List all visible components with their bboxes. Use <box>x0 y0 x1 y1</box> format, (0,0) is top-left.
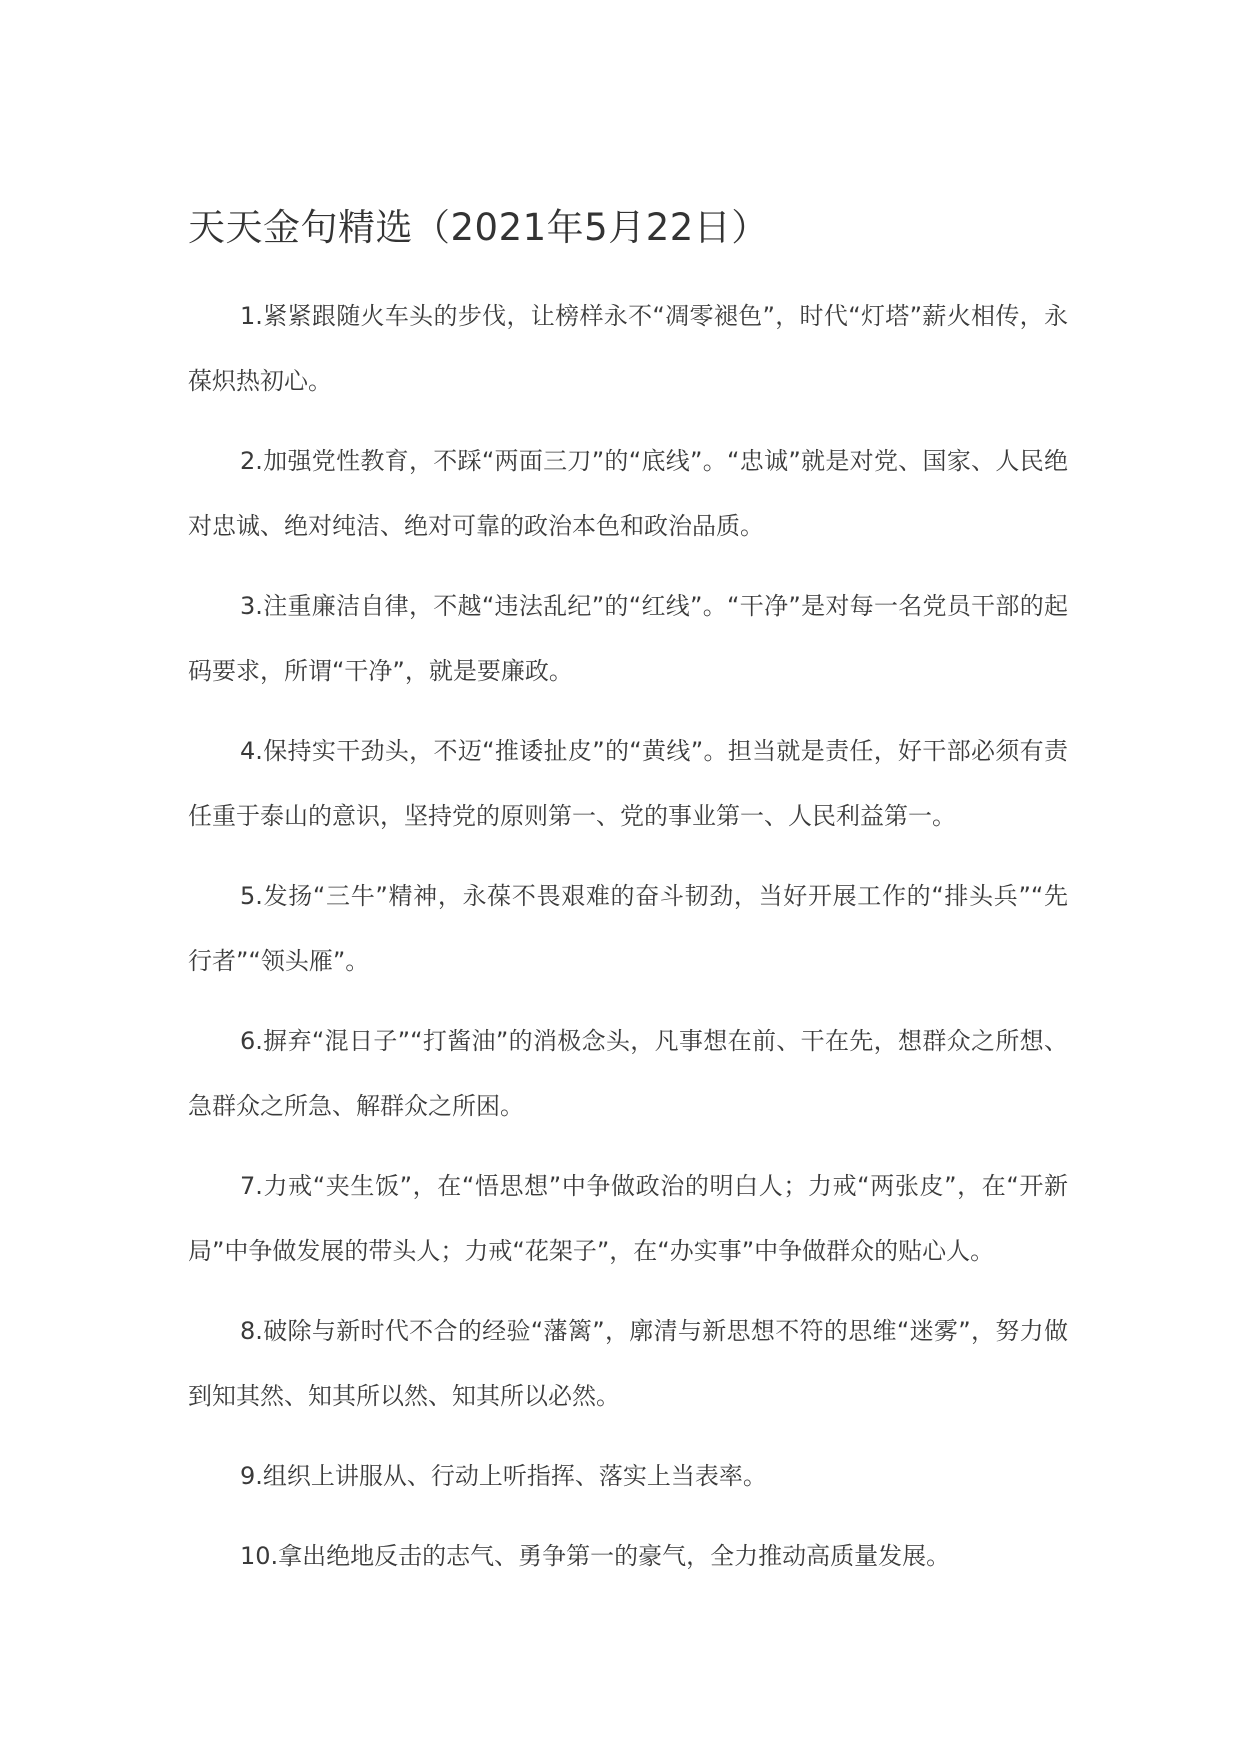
quote-item-9: 9.组织上讲服从、行动上听指挥、落实上当表率。 <box>240 1462 767 1490</box>
quote-item-4: 4.保持实干劲头，不迈“推诿扯皮”的“黄线”。担当就是责任，好干部必须有责任重于泰山的意识，坚持党的原则第一、党的事业第一、人民利益第一。 <box>188 737 1068 830</box>
quote-item-10: 10.拿出绝地反击的志气、勇争第一的豪气，全力推动高质量发展。 <box>240 1542 951 1570</box>
quote-item-3: 3.注重廉洁自律，不越“违法乱纪”的“红线”。“干净”是对每一名党员干部的起码要求，所谓“干净”，就是要廉政。 <box>188 592 1068 685</box>
quote-item-5: 5.发扬“三牛”精神，永葆不畏艰难的奋斗韧劲，当好开展工作的“排头兵”“先行者”“领头雁”。 <box>188 882 1068 975</box>
document-page <box>188 200 1068 1604</box>
quote-item-6: 6.摒弃“混日子”“打酱油”的消极念头，凡事想在前、干在先，想群众之所想、急群众之所急、解群众之所困。 <box>188 1027 1068 1120</box>
document-title: 天天金句精选（2021年5月22日） <box>188 206 769 249</box>
quote-item-7: 7.力戒“夹生饭”，在“悟思想”中争做政治的明白人；力戒“两张皮”，在“开新局”中争做发展的带头人；力戒“花架子”，在“办实事”中争做群众的贴心人。 <box>188 1172 1068 1265</box>
quote-item-1: 1.紧紧跟随火车头的步伐，让榜样永不“凋零褪色”，时代“灯塔”薪火相传，永葆炽热初心。 <box>188 302 1068 395</box>
quote-item-8: 8.破除与新时代不合的经验“藩篱”，廓清与新思想不符的思维“迷雾”，努力做到知其然、知其所以然、知其所以必然。 <box>188 1317 1068 1410</box>
quote-item-2: 2.加强党性教育，不踩“两面三刀”的“底线”。“忠诚”就是对党、国家、人民绝对忠诚、绝对纯洁、绝对可靠的政治本色和政治品质。 <box>188 447 1068 540</box>
